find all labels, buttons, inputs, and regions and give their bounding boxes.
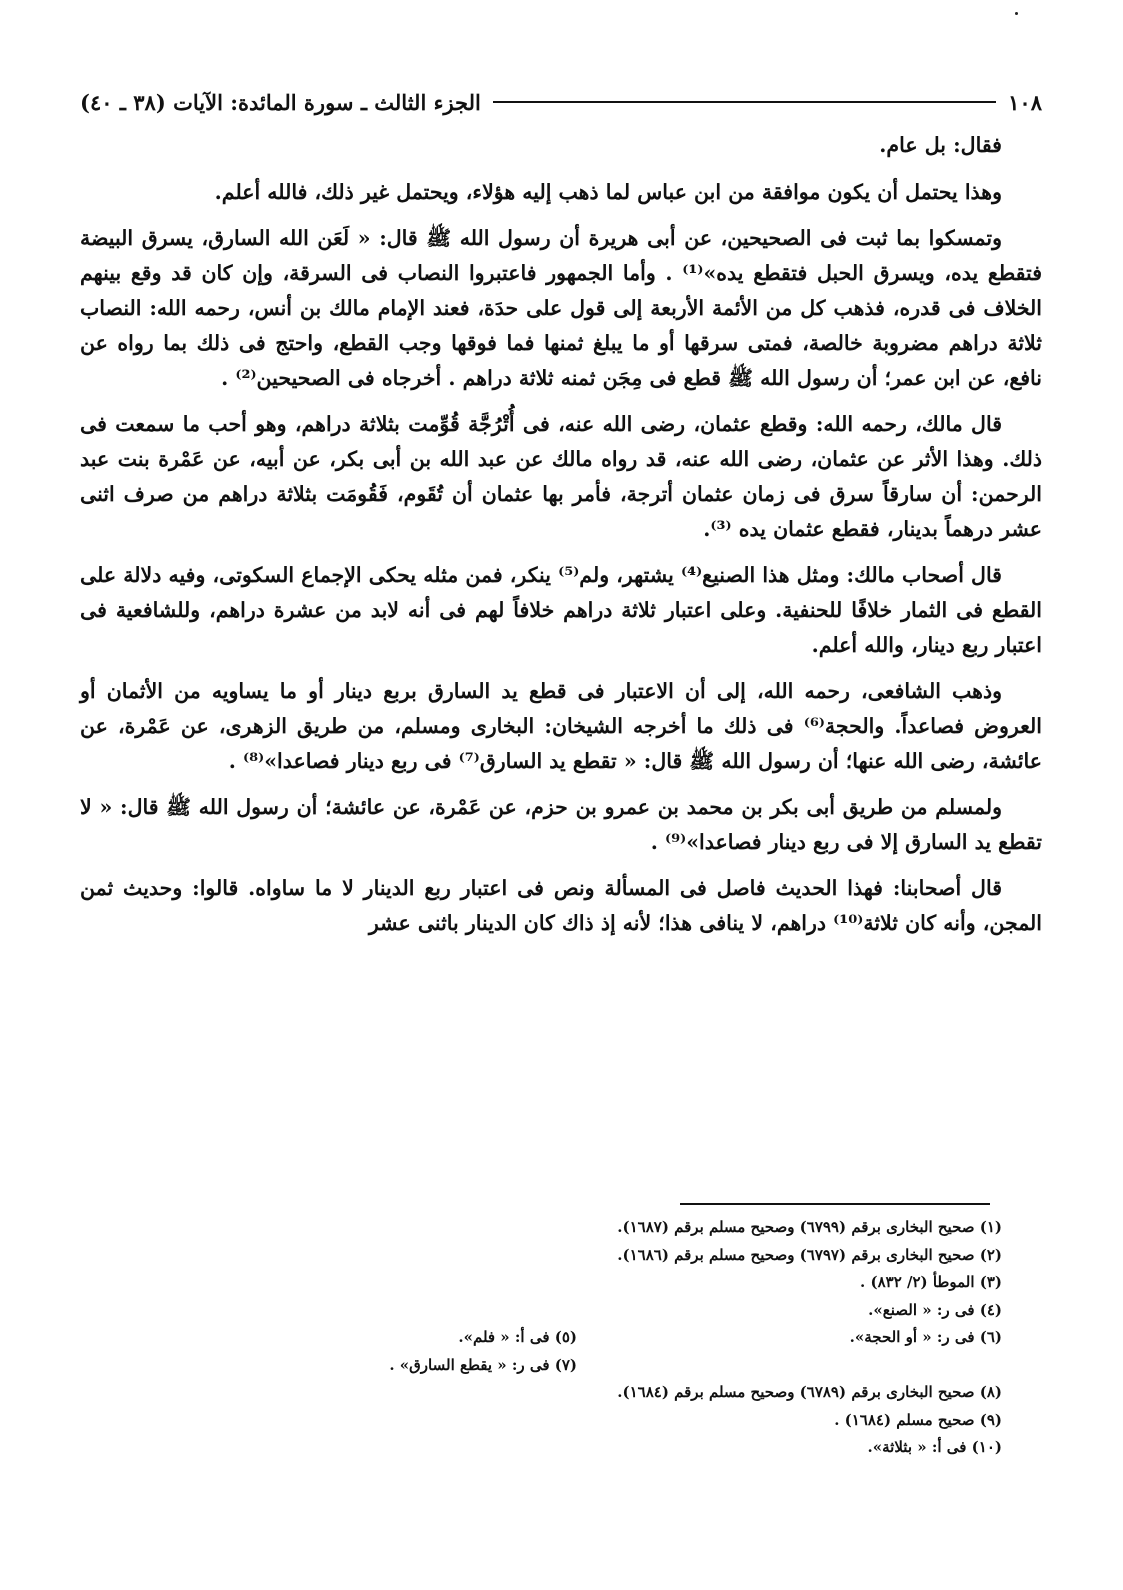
paragraph: وذهب الشافعى، رحمه الله، إلى أن الاعتبار فى قطع يد السارق بربع دينار أو ما يساويه من الأثمان أو العروض فصاعداً. والحجة⁽⁶⁾ فى ذلك ما أخرجه الشيخان: البخارى ومسلم، من طريق الزهرى، عن عَمْرة، عن عائشة، رضى الله عنها؛ أن رسول الله ﷺ قال: « تقطع يد السارق⁽⁷⁾ فى ربع دينار فصاعدا»⁽⁸⁾ . [80, 679, 1042, 773]
paragraph: وتمسكوا بما ثبت فى الصحيحين، عن أبى هريرة أن رسول الله ﷺ قال: « لَعَن الله السارق، يسرق البيضة فتقطع يده، ويسرق الحبل فتقطع يده»⁽¹⁾ . وأما الجمهور فاعتبروا النصاب فى السرقة، وإن كان قد وقع بينهم الخلاف فى قدره، فذهب كل من الأئمة الأربعة إلى قول على حدَة، فعند الإمام مالك بن أنس، رحمه الله: النصاب ثلاثة دراهم مضروبة خالصة، فمتى سرقها أو ما يبلغ ثمنها فما فوقها وجب القطع، واحتج فى ذلك بما رواه عن نافع، عن ابن عمر؛ أن رسول الله ﷺ قطع فى مِجَن ثمنه ثلاثة دراهم . أخرجاه فى الصحيحين⁽²⁾ . [80, 226, 1042, 390]
page-number: ١٠٨ [1008, 89, 1042, 115]
main-text [80, 128, 1042, 952]
footnote: (٣) الموطأ (٢/ ٨٣٢) . [860, 1273, 1002, 1291]
header-title: الجزء الثالث ـ سورة المائدة: الآيات (٣٨ ـ ٤٠) [80, 89, 481, 115]
footnote: (٦) فى ر: « أو الحجة». [849, 1328, 1002, 1346]
footnote: (١) صحيح البخارى برقم (٦٧٩٩) وصحيح مسلم برقم (١٦٨٧). [617, 1218, 1002, 1236]
paragraph: قال أصحاب مالك: ومثل هذا الصنيع⁽⁴⁾ يشتهر، ولم⁽⁵⁾ ينكر، فمن مثله يحكى الإجماع السكوتى، وفيه دلالة على القطع فى الثمار خلافًا للحنفية. وعلى اعتبار ثلاثة دراهم خلافاً لهم فى أنه لابد من عشرة دراهم، وللشافعية فى اعتبار ربع دينار، والله أعلم. [80, 563, 1042, 657]
footnotes [80, 1214, 1002, 1462]
paragraph: قال مالك، رحمه الله: وقطع عثمان، رضى الله عنه، فى أُتْرُجَّة قُوِّمت بثلاثة دراهم، وهو أحب ما سمعت فى ذلك. وهذا الأثر عن عثمان، رضى الله عنه، قد رواه مالك عن عبد الله بن أبى بكر، عن أبيه، عن عَمْرة بنت عبد الرحمن: أن سارقاً سرق فى زمان عثمان أترجة، فأمر بها عثمان أن تُقَوم، فَقُومَت بثلاثة دراهم من صرف اثنى عشر درهماً بدينار، فقطع عثمان يده ⁽³⁾. [80, 412, 1042, 541]
footnote: (٧) فى ر: « يقطع السارق» . [389, 1355, 577, 1374]
running-header [80, 82, 1042, 122]
footnote: (١٠) فى أ: « بثلاثة». [867, 1438, 1002, 1456]
footnote: (٥) فى أ: « فلم». [458, 1328, 577, 1346]
paragraph: فقال: بل عام. [879, 133, 1002, 157]
header-rule [493, 101, 996, 103]
footnote-row [80, 1352, 1002, 1380]
footnote [577, 1352, 1002, 1380]
paragraph: قال أصحابنا: فهذا الحديث فاصل فى المسألة ونص فى اعتبار ربع الدينار لا ما ساواه. قالوا: وحديث ثمن المجن، وأنه كان ثلاثة⁽¹⁰⁾ دراهم، لا ينافى هذا؛ لأنه إذ ذاك كان الدينار باثنى عشر [80, 876, 1042, 935]
footnote: (٩) صحيح مسلم (١٦٨٤) . [834, 1410, 1002, 1429]
footnote-row [80, 1324, 1002, 1352]
footnote: (٢) صحيح البخارى برقم (٦٧٩٧) وصحيح مسلم برقم (١٦٨٦). [617, 1245, 1002, 1264]
paragraph: وهذا يحتمل أن يكون موافقة من ابن عباس لما ذهب إليه هؤلاء، ويحتمل غير ذلك، فالله أعلم. [214, 180, 1002, 204]
footnote: (٤) فى ر: « الصنع». [868, 1300, 1002, 1319]
print-speck [1015, 12, 1018, 15]
footnote-separator [680, 1203, 990, 1205]
footnote: (٨) صحيح البخارى برقم (٦٧٨٩) وصحيح مسلم برقم (١٦٨٤). [617, 1383, 1002, 1401]
paragraph: ولمسلم من طريق أبى بكر بن محمد بن عمرو بن حزم، عن عَمْرة، عن عائشة؛ أن رسول الله ﷺ قال: « لا تقطع يد السارق إلا فى ربع دينار فصاعدا»⁽⁹⁾ . [80, 795, 1042, 854]
